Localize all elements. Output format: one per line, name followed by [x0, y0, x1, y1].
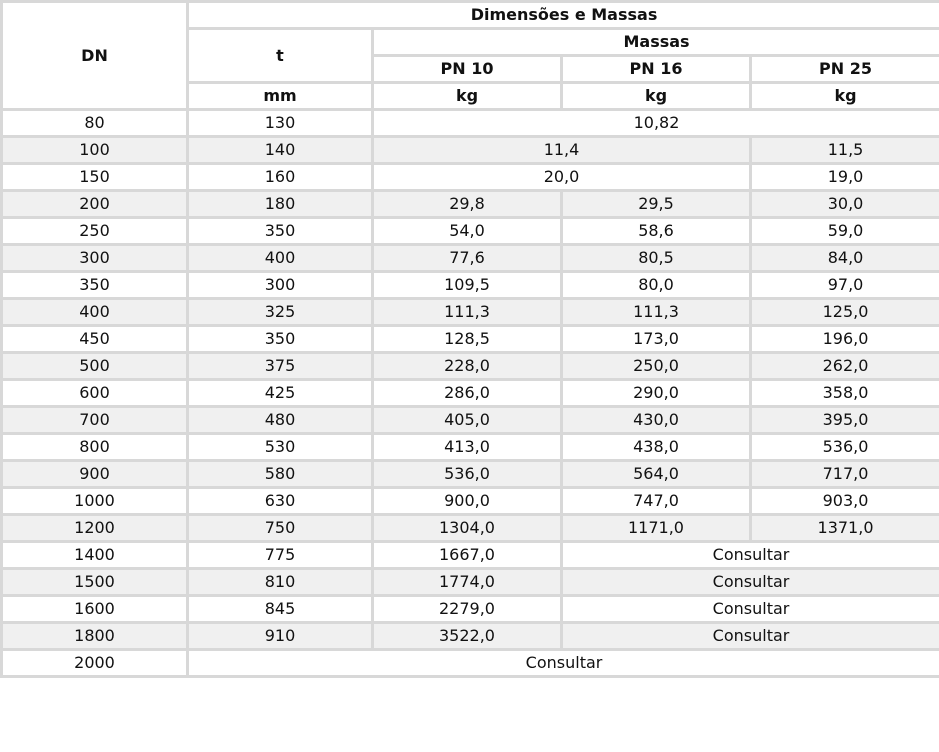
cell-mass: 29,5	[562, 191, 751, 218]
table-row	[2, 407, 939, 434]
header-group-title: Dimensões e Massas	[188, 2, 939, 29]
cell-mass: 59,0	[751, 218, 939, 245]
table-row	[2, 164, 939, 191]
cell-mass: 430,0	[562, 407, 751, 434]
cell-mass: 286,0	[373, 380, 562, 407]
cell-mass: 11,4	[373, 137, 751, 164]
cell-dn: 600	[2, 380, 188, 407]
cell-dn: 1600	[2, 596, 188, 623]
table-row	[2, 272, 939, 299]
cell-mass: 536,0	[751, 434, 939, 461]
cell-mass: 196,0	[751, 326, 939, 353]
cell-dn: 80	[2, 110, 188, 137]
cell-mass: 395,0	[751, 407, 939, 434]
cell-t: 375	[188, 353, 373, 380]
cell-t: 750	[188, 515, 373, 542]
cell-dn: 150	[2, 164, 188, 191]
table-row	[2, 461, 939, 488]
cell-mass: 58,6	[562, 218, 751, 245]
cell-mass: 77,6	[373, 245, 562, 272]
cell-t: 350	[188, 326, 373, 353]
cell-dn: 100	[2, 137, 188, 164]
cell-t: 140	[188, 137, 373, 164]
cell-mass: 1171,0	[562, 515, 751, 542]
cell-t: 180	[188, 191, 373, 218]
cell-dn: 900	[2, 461, 188, 488]
cell-mass: 111,3	[373, 299, 562, 326]
table-row	[2, 299, 939, 326]
cell-dn: 250	[2, 218, 188, 245]
cell-mass: 903,0	[751, 488, 939, 515]
cell-mass: 97,0	[751, 272, 939, 299]
cell-mass: 1304,0	[373, 515, 562, 542]
cell-mass: 1774,0	[373, 569, 562, 596]
header-pn10-unit: kg	[373, 83, 562, 110]
cell-dn: 400	[2, 299, 188, 326]
cell-dn: 200	[2, 191, 188, 218]
cell-t: 480	[188, 407, 373, 434]
table-row	[2, 434, 939, 461]
cell-dn: 1500	[2, 569, 188, 596]
header-pn16: PN 16	[562, 56, 751, 83]
table-row	[2, 488, 939, 515]
cell-t: 910	[188, 623, 373, 650]
table-row	[2, 569, 939, 596]
table-row	[2, 596, 939, 623]
cell-mass: 900,0	[373, 488, 562, 515]
cell-mass: 2279,0	[373, 596, 562, 623]
cell-mass: 128,5	[373, 326, 562, 353]
cell-mass: 717,0	[751, 461, 939, 488]
cell-dn: 1200	[2, 515, 188, 542]
cell-dn: 300	[2, 245, 188, 272]
table-row	[2, 110, 939, 137]
table-row	[2, 515, 939, 542]
cell-mass: Consultar	[562, 569, 939, 596]
cell-dn: 1400	[2, 542, 188, 569]
cell-t: 130	[188, 110, 373, 137]
table-row	[2, 191, 939, 218]
table-row	[2, 542, 939, 569]
cell-mass: 109,5	[373, 272, 562, 299]
cell-mass: Consultar	[188, 650, 939, 677]
cell-mass: 125,0	[751, 299, 939, 326]
cell-mass: 54,0	[373, 218, 562, 245]
cell-t: 845	[188, 596, 373, 623]
cell-mass: 11,5	[751, 137, 939, 164]
cell-dn: 700	[2, 407, 188, 434]
cell-mass: 405,0	[373, 407, 562, 434]
cell-mass: 111,3	[562, 299, 751, 326]
cell-mass: 1371,0	[751, 515, 939, 542]
table-row	[2, 380, 939, 407]
cell-t: 400	[188, 245, 373, 272]
cell-mass: 80,5	[562, 245, 751, 272]
header-t: t	[188, 29, 373, 83]
cell-mass: 290,0	[562, 380, 751, 407]
cell-dn: 450	[2, 326, 188, 353]
cell-t: 630	[188, 488, 373, 515]
table-row	[2, 353, 939, 380]
cell-mass: 1667,0	[373, 542, 562, 569]
cell-t: 160	[188, 164, 373, 191]
cell-dn: 350	[2, 272, 188, 299]
cell-dn: 1000	[2, 488, 188, 515]
cell-mass: 3522,0	[373, 623, 562, 650]
cell-mass: 173,0	[562, 326, 751, 353]
header-dn: DN	[2, 2, 188, 110]
table-row	[2, 326, 939, 353]
header-pn25-unit: kg	[751, 83, 939, 110]
header-t-unit: mm	[188, 83, 373, 110]
cell-mass: 250,0	[562, 353, 751, 380]
cell-mass: 80,0	[562, 272, 751, 299]
table-row	[2, 650, 939, 677]
cell-t: 580	[188, 461, 373, 488]
cell-dn: 2000	[2, 650, 188, 677]
cell-t: 325	[188, 299, 373, 326]
cell-mass: 29,8	[373, 191, 562, 218]
header-pn16-unit: kg	[562, 83, 751, 110]
cell-mass: Consultar	[562, 596, 939, 623]
header-massas: Massas	[373, 29, 939, 56]
header-pn25: PN 25	[751, 56, 939, 83]
cell-dn: 1800	[2, 623, 188, 650]
cell-mass: Consultar	[562, 542, 939, 569]
cell-t: 775	[188, 542, 373, 569]
cell-t: 425	[188, 380, 373, 407]
cell-mass: 262,0	[751, 353, 939, 380]
cell-dn: 500	[2, 353, 188, 380]
cell-mass: 358,0	[751, 380, 939, 407]
table-body	[2, 110, 939, 677]
cell-mass: 30,0	[751, 191, 939, 218]
cell-mass: 413,0	[373, 434, 562, 461]
header-pn10: PN 10	[373, 56, 562, 83]
cell-t: 300	[188, 272, 373, 299]
table-row	[2, 137, 939, 164]
cell-dn: 800	[2, 434, 188, 461]
cell-t: 530	[188, 434, 373, 461]
cell-t: 350	[188, 218, 373, 245]
cell-mass: 536,0	[373, 461, 562, 488]
cell-mass: 564,0	[562, 461, 751, 488]
table-row	[2, 623, 939, 650]
cell-mass: Consultar	[562, 623, 939, 650]
cell-t: 810	[188, 569, 373, 596]
cell-mass: 228,0	[373, 353, 562, 380]
cell-mass: 20,0	[373, 164, 751, 191]
table-row	[2, 245, 939, 272]
cell-mass: 10,82	[373, 110, 939, 137]
cell-mass: 747,0	[562, 488, 751, 515]
cell-mass: 438,0	[562, 434, 751, 461]
cell-mass: 19,0	[751, 164, 939, 191]
table-row	[2, 218, 939, 245]
cell-mass: 84,0	[751, 245, 939, 272]
